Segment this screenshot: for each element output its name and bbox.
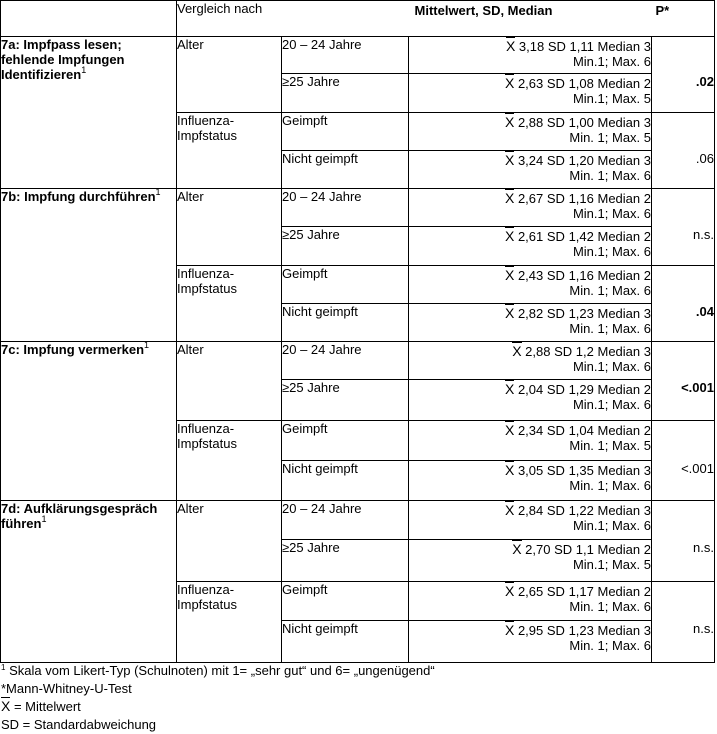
min-max-value: Min. 1; Max. 5 — [569, 438, 651, 453]
subgroup-label: Nicht geimpft — [282, 621, 409, 663]
median-value: 2 — [643, 382, 651, 397]
median-value: 2 — [643, 229, 651, 244]
stats-value — [409, 540, 652, 582]
p-value-cell — [652, 37, 715, 74]
min-max-value: Min. 1; Max. 6 — [569, 168, 651, 183]
mean-value: 2,95 — [517, 623, 544, 638]
mean-value: 2,82 — [517, 306, 544, 321]
mean-symbol: X — [504, 152, 515, 168]
min-max-value: Min. 1; Max. 6 — [569, 321, 651, 336]
stats-value — [409, 113, 652, 151]
median-value: 2 — [643, 584, 651, 599]
sd-value: 1,00 — [568, 115, 594, 130]
sd-value: 1,20 — [568, 153, 594, 168]
item-topic: 7a: Impfpass lesen; fehlende Impfungen Identifizieren$^1$ — [1, 37, 177, 189]
sd-value: 1,23 — [568, 306, 594, 321]
stats-value — [409, 621, 652, 663]
stats-line-1: X 2,43 SD 1,16 Median 2 — [504, 267, 651, 283]
subgroup-label: Nicht geimpft — [282, 461, 409, 501]
mean-symbol: X — [504, 381, 515, 397]
min-max-value: Min. 1; Max. 6 — [569, 283, 651, 298]
p-value: .06 — [695, 150, 714, 166]
p-value-cell — [652, 501, 715, 540]
sd-value: 1,16 — [568, 268, 594, 283]
mean-symbol: X — [504, 422, 515, 438]
median-value: 2 — [643, 423, 651, 438]
median-value: 2 — [643, 268, 651, 283]
median-value: 3 — [643, 463, 651, 478]
p-value-cell — [652, 113, 715, 151]
p-value: .04 — [695, 303, 714, 319]
footnote-mann-whitney: *Mann-Whitney-U-Test — [1, 680, 132, 696]
mean-value: 2,67 — [517, 191, 544, 206]
mean-symbol: X — [504, 502, 515, 518]
subgroup-label: ≥25 Jahre — [282, 227, 409, 266]
mean-value: 2,70 — [525, 542, 551, 557]
sd-value: 1,17 — [568, 584, 594, 599]
p-value: <.001 — [681, 379, 714, 395]
min-max-value: Min.1; Max. 6 — [572, 54, 651, 69]
min-max-value: Min. 1; Max. 6 — [569, 599, 651, 614]
min-max-value: Min.1; Max. 5 — [572, 91, 651, 106]
stats-value — [409, 380, 652, 421]
header-row — [1, 1, 715, 37]
p-value: <.001 — [681, 460, 714, 476]
mean-value: 3,24 — [517, 153, 544, 168]
subgroup-label: 20 – 24 Jahre — [282, 342, 409, 380]
item-topic: 7c: Impfung vermerken$^1$ — [1, 342, 177, 501]
sd-value: 1,22 — [568, 503, 594, 518]
mean-value: 2,43 — [517, 268, 544, 283]
median-value: 3 — [643, 623, 651, 638]
subgroup-label: 20 – 24 Jahre — [282, 501, 409, 540]
footnote-marker: 1 — [41, 514, 47, 524]
mean-value: 2,88 — [525, 344, 551, 359]
median-value: 3 — [643, 344, 651, 359]
header-mittelwert-sd-median: Mittelwert, SD, Median — [409, 1, 652, 37]
stats-line-1: X 2,88 SD 1,00 Median 3 — [504, 114, 651, 130]
comparison-label: Influenza-Impfstatus — [177, 266, 282, 342]
p-value-cell — [652, 461, 715, 501]
mean-value: 2,84 — [517, 503, 544, 518]
stats-line-1: X 3,05 SD 1,35 Median 3 — [504, 462, 651, 478]
median-value: 3 — [643, 153, 651, 168]
median-value: 2 — [643, 76, 651, 91]
median-value: 3 — [643, 115, 651, 130]
stats-value — [409, 582, 652, 621]
subgroup-label: 20 – 24 Jahre — [282, 37, 409, 74]
stats-value — [409, 266, 652, 304]
median-value: 2 — [643, 542, 651, 557]
sd-value: 1,16 — [568, 191, 594, 206]
stats-line-1: X 2,88 SD 1,2 Median 3 — [512, 343, 651, 359]
header-p: P* — [652, 1, 715, 37]
p-value-cell — [652, 621, 715, 663]
xbar-symbol: X — [1, 698, 11, 714]
comparison-label: Alter — [177, 342, 282, 421]
header-vergleich-nach: Vergleich nach — [177, 1, 282, 37]
mean-value: 2,65 — [517, 584, 544, 599]
comparison-label: Alter — [177, 189, 282, 266]
comparison-label: Influenza-Impfstatus — [177, 582, 282, 663]
stats-line-1: X 2,70 SD 1,1 Median 2 — [512, 541, 651, 557]
stats-line-1: X 2,61 SD 1,42 Median 2 — [504, 228, 651, 244]
stats-line-1: X 3,24 SD 1,20 Median 3 — [504, 152, 651, 168]
comparison-label: Alter — [177, 501, 282, 582]
min-max-value: Min.1; Max. 6 — [572, 359, 651, 374]
subgroup-label: ≥25 Jahre — [282, 380, 409, 421]
median-value: 3 — [643, 39, 651, 54]
p-value: n.s. — [693, 226, 714, 242]
subgroup-label: Nicht geimpft — [282, 151, 409, 189]
data-row — [1, 342, 715, 380]
item-topic: 7b: Impfung durchführen$^1$ — [1, 189, 177, 342]
comparison-label: Influenza-Impfstatus — [177, 421, 282, 501]
footnote-marker: 1 — [144, 340, 150, 350]
min-max-value: Min.1; Max. 5 — [572, 557, 651, 572]
p-value-cell — [652, 266, 715, 304]
data-row — [1, 37, 715, 74]
stats-line-1: X 2,63 SD 1,08 Median 2 — [504, 75, 651, 91]
sd-value: 1,23 — [568, 623, 594, 638]
p-value-cell — [652, 380, 715, 421]
header-corner-cell — [1, 1, 177, 37]
mean-symbol: X — [512, 541, 522, 557]
stats-line-1: X 2,65 SD 1,17 Median 2 — [504, 583, 651, 599]
data-row — [1, 189, 715, 227]
min-max-value: Min. 1; Max. 5 — [569, 130, 651, 145]
median-value: 3 — [643, 306, 651, 321]
stats-value — [409, 501, 652, 540]
median-value: 2 — [643, 191, 651, 206]
stats-value — [409, 304, 652, 342]
footnote-mean-symbol: X = Mittelwert — [1, 698, 81, 714]
mean-symbol: X — [504, 583, 515, 599]
mean-value: 3,18 — [518, 39, 545, 54]
table-footnotes — [1, 662, 435, 733]
median-value: 3 — [643, 503, 651, 518]
stats-value — [409, 74, 652, 113]
stats-line-1: X 2,34 SD 1,04 Median 2 — [504, 422, 651, 438]
mean-symbol: X — [512, 343, 522, 359]
mean-symbol: X — [504, 114, 515, 130]
stats-value — [409, 421, 652, 461]
mean-symbol: X — [504, 190, 515, 206]
comparison-label: Alter — [177, 37, 282, 113]
mean-value: 2,04 — [517, 382, 544, 397]
footnote-sd: SD = Standardabweichung — [1, 716, 157, 732]
p-value: .02 — [695, 73, 714, 89]
stats-value — [409, 151, 652, 189]
footnote-marker: 1 — [81, 65, 87, 75]
comparison-label: Influenza-Impfstatus — [177, 113, 282, 189]
p-value-cell — [652, 189, 715, 227]
p-value-cell — [652, 227, 715, 266]
item-topic: 7d: Aufklärungsgespräch führen$^1$ — [1, 501, 177, 663]
p-value-cell — [652, 582, 715, 621]
p-value-cell — [652, 151, 715, 189]
stats-value — [409, 461, 652, 501]
stats-line-1: X 2,82 SD 1,23 Median 3 — [504, 305, 651, 321]
subgroup-label: Geimpft — [282, 582, 409, 621]
subgroup-label: ≥25 Jahre — [282, 74, 409, 113]
min-max-value: Min.1; Max. 6 — [572, 397, 651, 412]
mean-symbol: X — [504, 462, 515, 478]
mean-symbol: X — [504, 622, 515, 638]
header-spacer — [282, 1, 409, 37]
min-max-value: Min.1; Max. 6 — [572, 206, 651, 221]
min-max-value: Min.1; Max. 6 — [572, 244, 651, 259]
sd-value: 1,2 — [575, 344, 594, 359]
sd-value: 1,29 — [568, 382, 594, 397]
min-max-value: Min. 1; Max. 6 — [569, 638, 651, 653]
mean-symbol: X — [505, 38, 516, 54]
mean-symbol: X — [504, 75, 515, 91]
p-value-cell — [652, 342, 715, 380]
mean-symbol: X — [504, 267, 515, 283]
footnote-likert-scale: $^1$ Skala vom Likert-Typ (Schulnoten) mit 1= „sehr gut“ und 6= „ungenügend“ — [1, 663, 435, 678]
footnote-marker: 1 — [155, 187, 161, 197]
subgroup-label: Nicht geimpft — [282, 304, 409, 342]
mean-value: 2,63 — [517, 76, 544, 91]
mean-symbol: X — [504, 305, 515, 321]
min-max-value: Min. 1; Max. 6 — [569, 478, 651, 493]
p-value: n.s. — [693, 620, 714, 636]
stats-line-1: X 2,84 SD 1,22 Median 3 — [504, 502, 651, 518]
p-value-cell — [652, 304, 715, 342]
sd-value: 1,1 — [575, 542, 594, 557]
mean-symbol: X — [504, 228, 515, 244]
stats-line-1: X 2,67 SD 1,16 Median 2 — [504, 190, 651, 206]
subgroup-label: Geimpft — [282, 266, 409, 304]
sd-value: 1,35 — [568, 463, 594, 478]
mean-value: 2,61 — [517, 229, 544, 244]
p-value-cell — [652, 74, 715, 113]
min-max-value: Min.1; Max. 6 — [572, 518, 651, 533]
sd-value: 1,08 — [568, 76, 594, 91]
mean-value: 3,05 — [517, 463, 544, 478]
sd-value: 1,42 — [568, 229, 594, 244]
stats-line-1: X 3,18 SD 1,11 Median 3 — [505, 38, 651, 54]
subgroup-label: Geimpft — [282, 113, 409, 151]
stats-value — [409, 227, 652, 266]
stats-value — [409, 189, 652, 227]
subgroup-label: 20 – 24 Jahre — [282, 189, 409, 227]
stats-value — [409, 342, 652, 380]
subgroup-label: ≥25 Jahre — [282, 540, 409, 582]
sd-value: 1,11 — [569, 39, 594, 54]
mean-value: 2,88 — [517, 115, 544, 130]
stats-line-1: X 2,95 SD 1,23 Median 3 — [504, 622, 651, 638]
stats-value — [409, 37, 652, 74]
p-value: n.s. — [693, 539, 714, 555]
subgroup-label: Geimpft — [282, 421, 409, 461]
p-value-cell — [652, 540, 715, 582]
stats-line-1: X 2,04 SD 1,29 Median 2 — [504, 381, 651, 397]
p-value-cell — [652, 421, 715, 461]
mean-value: 2,34 — [517, 423, 544, 438]
data-row — [1, 501, 715, 540]
sd-value: 1,04 — [568, 423, 594, 438]
